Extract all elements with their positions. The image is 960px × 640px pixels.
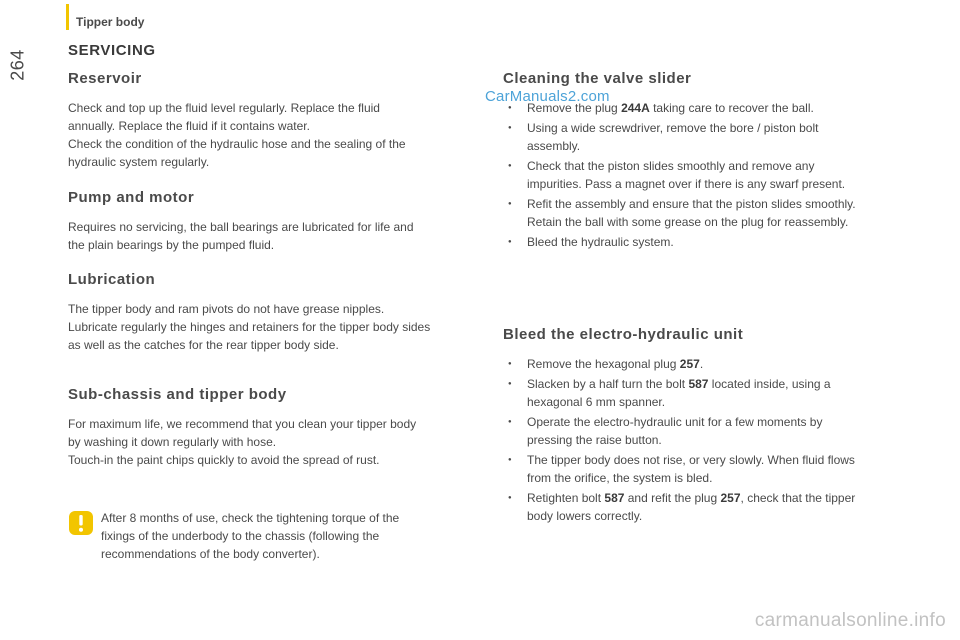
text-line: Check that the piston slides smoothly and remove any [527,159,815,173]
list-item [505,355,925,373]
text-line: pressing the raise button. [527,433,662,447]
text-line: impurities. Pass a magnet over if there is any swarf present. [527,177,846,191]
part-ref: 587 [688,377,709,391]
text-line: Retain the ball with some grease on the plug for reassembly. [527,215,849,229]
text-line: Touch-in the paint chips quickly to avoid the spread of rust. [68,453,380,467]
list-item [505,119,925,155]
list-item [505,233,925,251]
text: located inside, using a [708,377,831,391]
lubrication-paragraph [68,300,488,354]
heading-cleaning-valve-slider: Cleaning the valve slider [503,70,692,87]
text-line: fixings of the underbody to the chassis (following the [101,529,380,543]
text: and refit the plug [624,491,721,505]
list-item [505,195,925,231]
warning-icon [68,510,94,536]
text: Retighten bolt [527,491,605,505]
text-line: Check the condition of the hydraulic hose and the sealing of the [68,137,406,151]
text-line: hexagonal 6 mm spanner. [527,395,666,409]
subchassis-paragraph-1 [68,415,468,451]
text-line: After 8 months of use, check the tightening torque of the [101,511,400,525]
text-line: recommendations of the body converter). [101,547,320,561]
list-item [505,157,925,193]
heading-lubrication: Lubrication [68,271,156,288]
list-item [505,413,925,449]
text-line: the plain bearings by the pumped fluid. [68,238,275,252]
text-line: from the orifice, the system is bled. [527,471,713,485]
section-title: SERVICING [68,42,156,59]
text-line: Operate the electro-hydraulic unit for a few moments by [527,415,823,429]
text-line: Refit the assembly and ensure that the piston slides smoothly. [527,197,856,211]
pump-paragraph [68,218,468,254]
text: taking care to recover the ball. [649,101,814,115]
text-line: as well as the catches for the rear tipper body side. [68,338,339,352]
text-line: annually. Replace the fluid if it contains water. [68,119,310,133]
part-ref: 587 [604,491,625,505]
text-line: The tipper body does not rise, or very slowly. When fluid flows [527,453,855,467]
watermark-carmanuals2[interactable]: CarManuals2.com [485,88,610,105]
text-line: hydraulic system regularly. [68,155,210,169]
text-line: assembly. [527,139,581,153]
chapter-accent-bar [66,4,69,30]
list-item [505,375,925,411]
chapter-header: Tipper body [76,15,145,29]
text-line: Using a wide screwdriver, remove the bore / piston bolt [527,121,819,135]
page-number-text: 264 [7,49,28,81]
part-ref: 257 [720,491,741,505]
text-line: For maximum life, we recommend that you clean your tipper body [68,417,417,431]
list-item [505,451,925,487]
text-line: Lubricate regularly the hinges and retainers for the tipper body sides [68,320,431,334]
text: . [699,357,704,371]
heading-sub-chassis: Sub-chassis and tipper body [68,386,287,403]
page-number [6,40,30,90]
bleed-steps-list [505,355,925,525]
text: Bleed the hydraulic system. [527,235,674,249]
part-ref: 244A [621,101,650,115]
heading-reservoir: Reservoir [68,70,142,87]
part-ref: 257 [679,357,700,371]
subchassis-paragraph-2 [68,451,468,469]
text: , check that the tipper [740,491,856,505]
text-line: by washing it down regularly with hose. [68,435,277,449]
text-line: Requires no servicing, the ball bearings are lubricated for life and [68,220,414,234]
text-line: body lowers correctly. [527,509,643,523]
reservoir-paragraph-2 [68,135,468,171]
text-line: The tipper body and ram pivots do not have grease nipples. [68,302,385,316]
text: Slacken by a half turn the bolt [527,377,689,391]
valve-steps-list [505,99,925,251]
text: Remove the plug [527,101,622,115]
heading-pump-and-motor: Pump and motor [68,189,195,206]
text-line: Check and top up the fluid level regularly. Replace the fluid [68,101,380,115]
text: Remove the hexagonal plug [527,357,680,371]
warning-text [101,509,481,563]
reservoir-paragraph-1 [68,99,468,135]
heading-bleed-unit: Bleed the electro-hydraulic unit [503,326,744,343]
list-item [505,489,925,525]
watermark-carmanualsonline[interactable]: carmanualsonline.info [754,610,946,631]
